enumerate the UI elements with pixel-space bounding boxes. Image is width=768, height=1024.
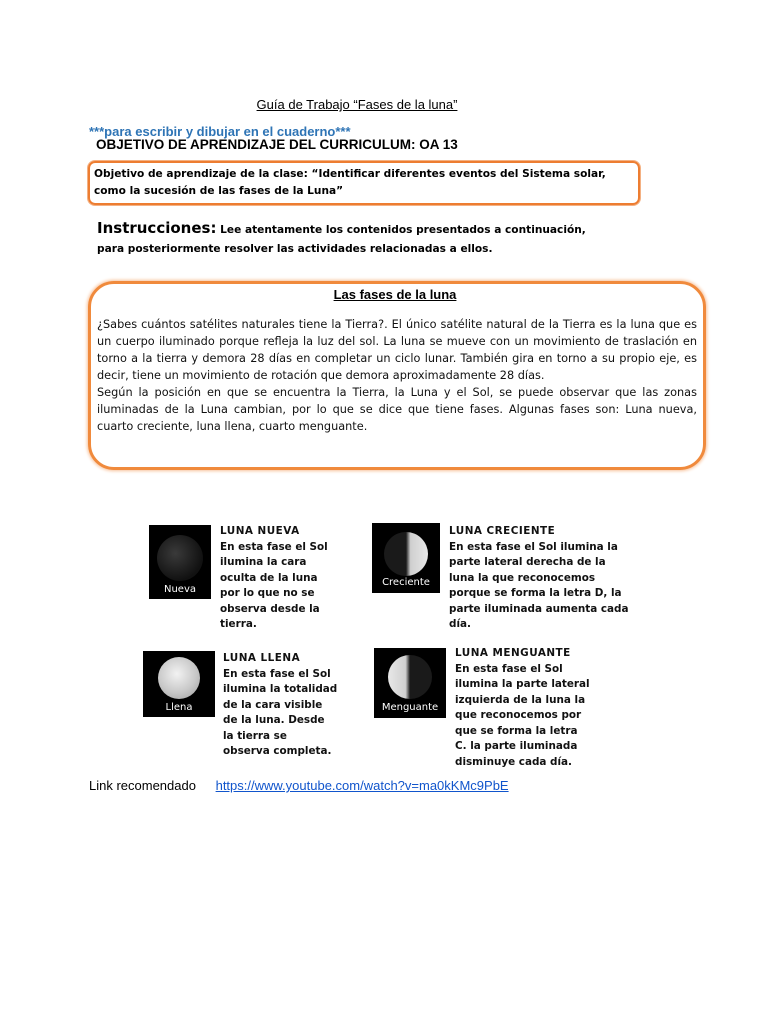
card-heading: LUNA LLENA [223, 652, 301, 664]
card-text-nueva [220, 524, 350, 633]
card-line: parte iluminada aumenta cada [449, 602, 629, 615]
notebook-note: ***para escribir y dibujar en el cuaderno*** [89, 124, 351, 139]
moon-tile-creciente [372, 523, 440, 593]
card-luna-nueva [147, 521, 347, 631]
new-moon-icon [157, 535, 203, 581]
card-line: C. la parte iluminada [455, 740, 578, 752]
card-line: de la luna. Desde [223, 714, 325, 726]
instructions-line-2: para posteriormente resolver las actividades relacionadas a ellos. [97, 243, 493, 255]
moon-tile-label: Llena [165, 702, 193, 713]
recommended-link[interactable]: https://www.youtube.com/watch?v=ma0kKMc9PbE [215, 778, 509, 793]
class-objective-line-1: Objetivo de aprendizaje de la clase: “Identificar diferentes eventos del Sistema solar, [94, 168, 606, 180]
moon-tile-label: Creciente [382, 577, 430, 588]
recommended-link-label: Link recomendado [89, 778, 196, 793]
card-line: izquierda de la luna la [455, 693, 586, 706]
instructions-line-1: Lee atentamente los contenidos presentados a continuación, [220, 224, 586, 236]
card-line: En esta fase el Sol [223, 667, 331, 680]
card-line: En esta fase el Sol [220, 540, 328, 553]
class-objective-line-2: como la sucesión de las fases de la Luna” [94, 185, 344, 197]
card-luna-llena [141, 648, 351, 758]
card-heading: LUNA NUEVA [220, 525, 300, 537]
card-line: oculta de la luna [220, 571, 318, 584]
recommended-link-row [89, 778, 509, 793]
card-line: disminuye cada día. [455, 755, 573, 768]
instructions-label: Instrucciones: [97, 219, 217, 237]
card-line: observa completa. [223, 745, 332, 757]
card-line: ilumina la cara [220, 556, 307, 568]
card-luna-creciente [370, 521, 650, 631]
phases-title: Las fases de la luna [333, 287, 457, 302]
card-text-menguante [455, 646, 615, 770]
moon-tile-nueva [149, 525, 211, 599]
card-line: de la cara visible [223, 698, 323, 711]
moon-tile-label: Nueva [163, 584, 197, 595]
moon-tile-label: Menguante [381, 702, 439, 713]
card-line: En esta fase el Sol [455, 662, 563, 675]
moon-tile-menguante [374, 648, 446, 718]
card-line: observa desde la [220, 602, 320, 615]
waxing-moon-icon [384, 532, 428, 576]
card-line: que reconocemos por [455, 709, 582, 721]
moon-tile-llena [143, 651, 215, 717]
card-line: tierra. [220, 618, 257, 630]
card-text-llena [223, 651, 353, 760]
card-line: luna la que reconocemos [449, 571, 596, 584]
card-line: día. [449, 618, 471, 630]
phases-text [97, 316, 697, 435]
card-line: parte lateral derecha de la [449, 556, 606, 568]
card-heading: LUNA CRECIENTE [449, 525, 556, 537]
card-text-creciente [449, 524, 649, 633]
card-line: la tierra se [223, 729, 287, 742]
instructions [97, 219, 637, 259]
card-line: que se forma la letra [455, 724, 578, 737]
waning-moon-icon [388, 655, 432, 699]
card-line: En esta fase el Sol ilumina la [449, 540, 618, 553]
curriculum-objective: OBJETIVO DE APRENDIZAJE DEL CURRICULUM: OA 13 [96, 137, 458, 152]
card-line: ilumina la totalidad [223, 683, 338, 695]
class-objective-box [88, 161, 640, 205]
phases-paragraph-1: ¿Sabes cuántos satélites naturales tiene la Tierra?. El único satélite natural de la Tierra es la luna que es un cuerpo iluminado porque refleja la luz del sol. La luna se mueve con un movimiento de traslación en torno a la tierra y demora 28 días en completar un ciclo lunar. También gira en torno a su propio eje, es decir, tiene un movimiento de rotación que demora aproximadamente 28 días. [97, 318, 697, 382]
full-moon-icon [158, 657, 200, 699]
page-title: Guía de Trabajo “Fases de la luna” [256, 97, 458, 112]
card-line: por lo que no se [220, 587, 315, 599]
card-line: ilumina la parte lateral [455, 678, 590, 690]
phases-paragraph-2: Según la posición en que se encuentra la Tierra, la Luna y el Sol, se puede observar que las zonas iluminadas de la Luna cambian, por lo que se dice que tiene fases. Algunas fases son: Luna nueva, cuarto creciente, luna llena, cuarto menguante. [97, 386, 697, 433]
card-luna-menguante [372, 645, 612, 770]
card-heading: LUNA MENGUANTE [455, 647, 571, 659]
card-line: porque se forma la letra D, la [449, 587, 622, 599]
